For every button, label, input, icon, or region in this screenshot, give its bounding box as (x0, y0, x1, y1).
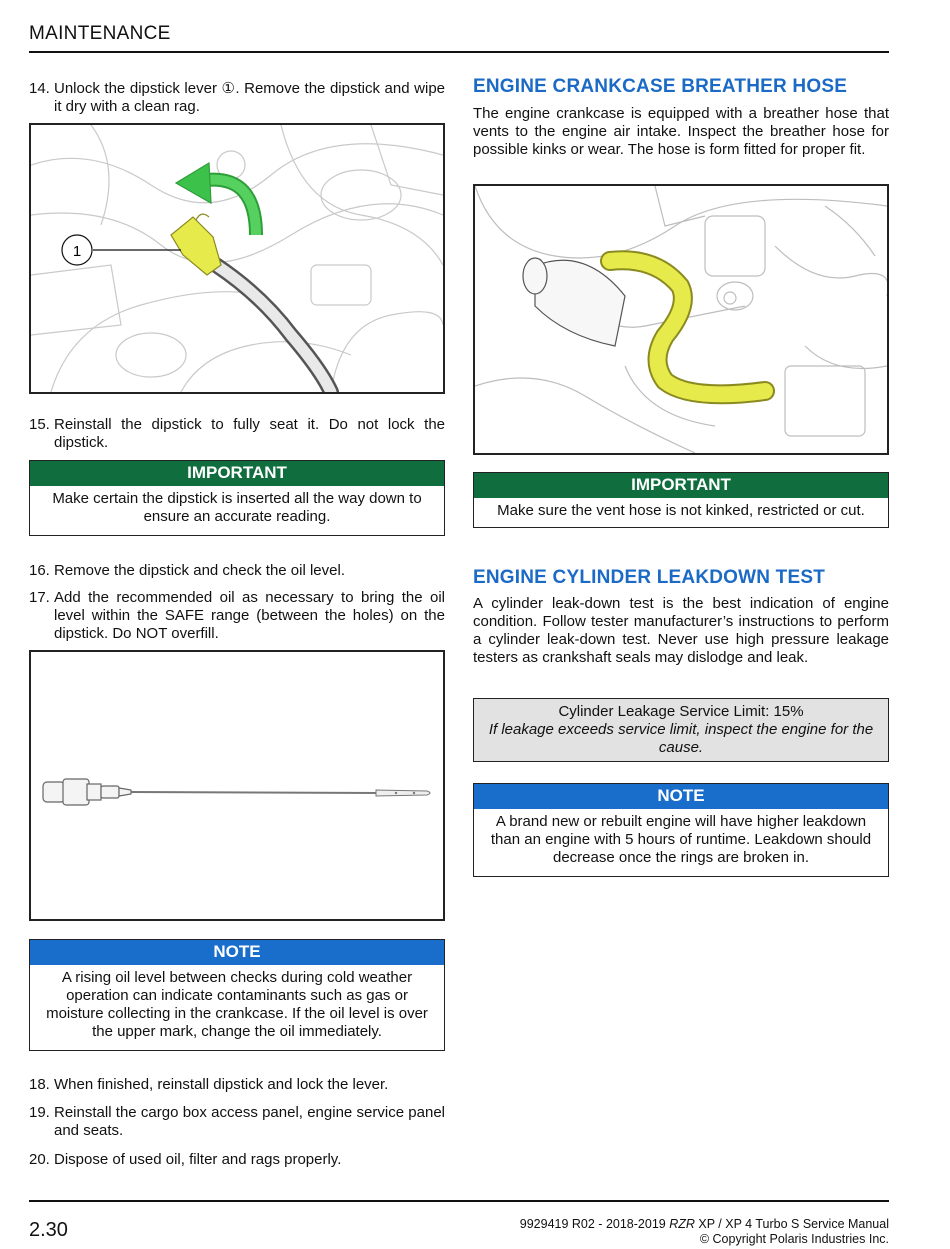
important-heading: IMPORTANT (30, 461, 444, 486)
manual-title: 9929419 R02 - 2018-2019 RZR XP / XP 4 Turbo S Service Manual (519, 1217, 889, 1231)
copyright: © Copyright Polaris Industries Inc. (699, 1232, 889, 1246)
note-text: A brand new or rebuilt engine will have higher leakdown than an engine with 5 hours of runtime. Leakdown should decrease once the rings are broken in. (490, 813, 872, 866)
footer-manual-info (520, 1217, 889, 1247)
spec-limit: Cylinder Leakage Service Limit: 15% (558, 703, 804, 720)
header-rule (29, 51, 889, 53)
breather-hose-illustration (475, 186, 887, 453)
callout-number: 1 (72, 243, 82, 260)
note-heading: NOTE (30, 940, 444, 965)
step-20: 20. Dispose of used oil, filter and rags properly. (29, 1151, 342, 1168)
leakage-spec-box (473, 698, 889, 762)
breather-hose-figure (473, 184, 889, 455)
important-heading: IMPORTANT (474, 473, 888, 498)
spec-instruction: If leakage exceeds service limit, inspect the engine for the cause. (488, 721, 874, 756)
breather-hose-title: ENGINE CRANKCASE BREATHER HOSE (473, 76, 848, 97)
breather-hose-text: The engine crankcase is equipped with a breather hose that vents to the engine air intake. Inspect the breather hose for possible kinks or wear. The hose is form fitted for proper fit. (473, 105, 889, 158)
dipstick-figure (29, 650, 445, 921)
page-number: 2.30 (29, 1219, 68, 1241)
step-14: 14. Unlock the dipstick lever ①. Remove the dipstick and wipe it dry with a clean rag. (29, 80, 445, 115)
step-17: 17. Add the recommended oil as necessary to bring the oil level within the SAFE range (between the holes) on the dipstick. Do NOT overfill. (29, 589, 445, 642)
important-text: Make sure the vent hose is not kinked, restricted or cut. (497, 502, 865, 519)
dipstick-lever-figure (29, 123, 445, 394)
note-text: A rising oil level between checks during cold weather operation can indicate contaminants such as gas or moisture collecting in the crankcase. If the oil level is over the upper mark, change the oil immediately. (46, 969, 428, 1040)
step-16: 16. Remove the dipstick and check the oil level. (29, 562, 345, 579)
leakdown-test-title: ENGINE CYLINDER LEAKDOWN TEST (473, 567, 826, 588)
important-text: Make certain the dipstick is inserted all the way down to ensure an accurate reading. (52, 490, 422, 525)
footer-rule (29, 1200, 889, 1202)
important-box-vent-hose (473, 472, 889, 528)
note-box-oil-level (29, 939, 445, 1051)
step-15: 15. Reinstall the dipstick to fully seat it. Do not lock the dipstick. (29, 416, 445, 451)
dipstick-illustration (31, 652, 443, 919)
step-19: 19. Reinstall the cargo box access panel, engine service panel and seats. (29, 1104, 445, 1139)
leakdown-test-text: A cylinder leak-down test is the best indication of engine condition. Follow tester manufacturer’s instructions to perform a cylinder leak-down test. Never use high pressure leakage testers as crankshaft seals may dislodge and leak. (473, 595, 889, 666)
dipstick-lever-illustration (31, 125, 443, 392)
important-box-dipstick (29, 460, 445, 536)
section-header: MAINTENANCE (29, 23, 171, 44)
note-box-leakdown (473, 783, 889, 877)
step-18: 18. When finished, reinstall dipstick and lock the lever. (29, 1076, 389, 1093)
note-heading: NOTE (474, 784, 888, 809)
